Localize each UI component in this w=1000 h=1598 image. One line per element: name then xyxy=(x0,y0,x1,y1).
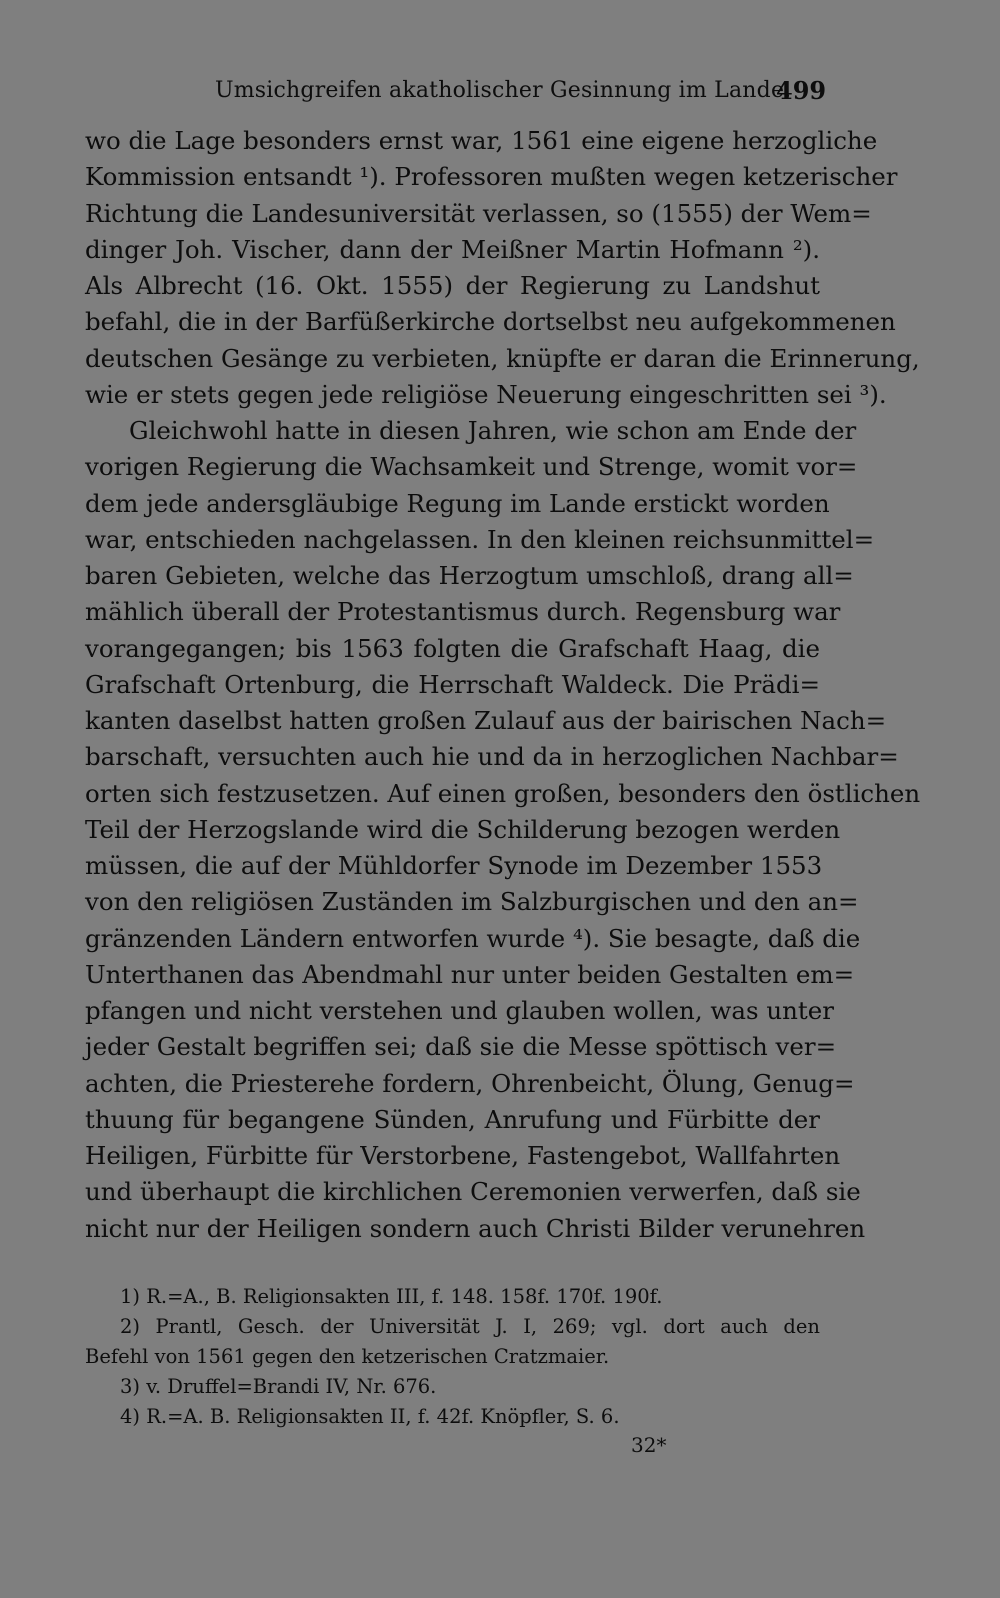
text-line: jeder Gestalt begriffen sei; daß sie die Messe spöttisch ver= xyxy=(85,1032,837,1062)
text-line: achten, die Priesterehe fordern, Ohrenbeicht, Ölung, Genug= xyxy=(85,1068,855,1098)
page-number: 499 xyxy=(776,76,827,105)
running-title: Umsichgreifen akatholischer Gesinnung im Lande. xyxy=(215,78,792,103)
text-line: pfangen und nicht verstehen und glauben wollen, was unter xyxy=(85,996,834,1025)
text-line: befahl, die in der Barfüßerkirche dortselbst neu aufgekommenen xyxy=(85,307,896,337)
text-line: vorigen Regierung die Wachsamkeit und Strenge, womit vor= xyxy=(85,452,858,482)
text-line: Als Albrecht (16. Okt. 1555) der Regierung zu Landshut xyxy=(85,271,820,300)
text-line: war, entschieden nachgelassen. In den kleinen reichsunmittel= xyxy=(85,524,875,554)
text-line: und überhaupt die kirchlichen Ceremonien verwerfen, daß sie xyxy=(85,1177,861,1207)
text-line: Kommission entsandt ¹). Professoren mußten wegen ketzerischer xyxy=(85,162,898,192)
text-line: orten sich festzusetzen. Auf einen großen, besonders den östlichen xyxy=(85,778,921,808)
footnote-1: 1) R.=A., B. Religionsakten III, f. 148. 158f. 170f. 190f. xyxy=(120,1285,663,1308)
text-line: müssen, die auf der Mühldorfer Synode im Dezember 1553 xyxy=(85,851,823,880)
text-line: Grafschaft Ortenburg, die Herrschaft Waldeck. Die Prädi= xyxy=(85,669,820,699)
text-line: Unterthanen das Abendmahl nur unter beiden Gestalten em= xyxy=(85,959,855,989)
text-line: vorangegangen; bis 1563 folgten die Grafschaft Haag, die xyxy=(85,633,820,663)
footnote-3: 3) v. Druffel=Brandi IV, Nr. 676. xyxy=(120,1375,437,1398)
footnote-2-continued: Befehl von 1561 gegen den ketzerischen Cratzmaier. xyxy=(85,1345,610,1368)
signature-mark: 32* xyxy=(631,1433,667,1457)
text-line: deutschen Gesänge zu verbieten, knüpfte er daran die Erinnerung, xyxy=(85,343,920,373)
text-line: Teil der Herzogslande wird die Schilderung bezogen werden xyxy=(85,814,841,844)
text-line: von den religiösen Zuständen im Salzburgischen und den an= xyxy=(85,887,859,917)
text-line: baren Gebieten, welche das Herzogtum umschloß, drang all= xyxy=(85,561,854,590)
body-text xyxy=(85,123,921,1247)
text-line: kanten daselbst hatten großen Zulauf aus der bairischen Nach= xyxy=(85,706,887,735)
text-line: Heiligen, Fürbitte für Verstorbene, Fastengebot, Wallfahrten xyxy=(85,1141,841,1170)
text-line: Richtung die Landesuniversität verlassen, so (1555) der Wem= xyxy=(85,198,872,228)
text-line: barschaft, versuchten auch hie und da in herzoglichen Nachbar= xyxy=(85,742,899,772)
text-line: wie er stets gegen jede religiöse Neuerung eingeschritten sei ³). xyxy=(85,379,887,409)
text-line: nicht nur der Heiligen sondern auch Christi Bilder verunehren xyxy=(85,1213,866,1243)
text-line: wo die Lage besonders ernst war, 1561 eine eigene herzogliche xyxy=(85,126,878,155)
footnotes xyxy=(85,1282,820,1432)
text-line: dem jede andersgläubige Regung im Lande erstickt worden xyxy=(85,488,830,518)
footnote-2: 2) Prantl, Gesch. der Universität J. I, 269; vgl. dort auch den xyxy=(120,1315,820,1338)
running-head xyxy=(0,70,1000,110)
text-line: mählich überall der Protestantismus durch. Regensburg war xyxy=(85,597,841,627)
text-line: Gleichwohl hatte in diesen Jahren, wie schon am Ende der xyxy=(129,416,857,445)
text-line: thuung für begangene Sünden, Anrufung und Fürbitte der xyxy=(85,1104,820,1134)
text-line: gränzenden Ländern entworfen wurde ⁴). Sie besagte, daß die xyxy=(85,923,861,953)
footnote-4: 4) R.=A. B. Religionsakten II, f. 42f. Knöpfler, S. 6. xyxy=(120,1405,620,1428)
text-line: dinger Joh. Vischer, dann der Meißner Martin Hofmann ²). xyxy=(85,234,820,264)
